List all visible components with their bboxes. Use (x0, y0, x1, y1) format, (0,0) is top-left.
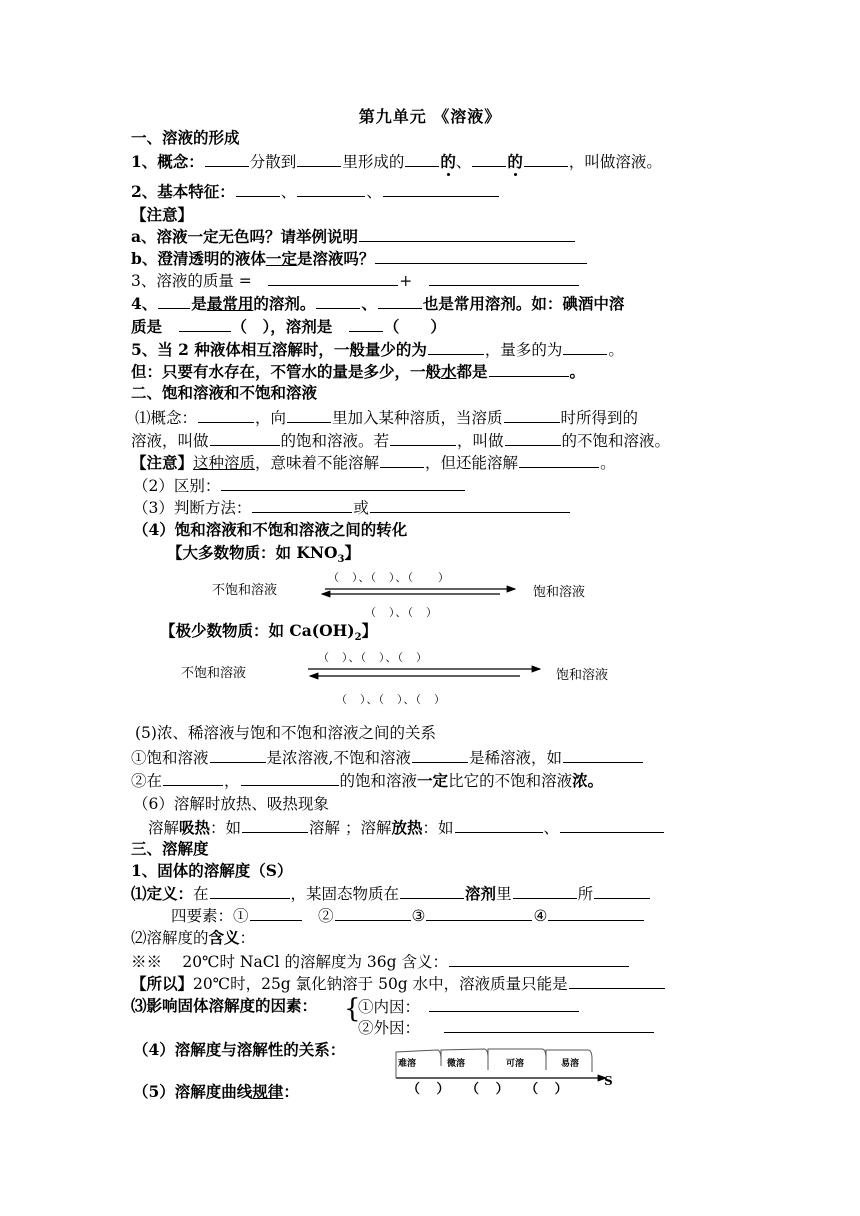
difference-line: （2）区别： (133, 475, 466, 496)
solvent-line-2: 质是 （ ），溶剂是 （ ） (131, 317, 446, 336)
factor-external: ②外因： (358, 1017, 655, 1038)
section-heading-2: 二、饱和溶液和不饱和溶液 (131, 383, 318, 402)
page-title: 第九单元 《溶液》 (358, 107, 502, 126)
box-soluble: 可溶 (506, 1059, 525, 1069)
diagram1-unsaturated: 不饱和溶液 (212, 583, 278, 598)
conversion-heading: （4）饱和溶液和不饱和溶液之间的转化 (133, 520, 408, 539)
mass-line: 3、溶液的质量 = + (131, 270, 580, 291)
question-b: b、澄清透明的液体一定是溶液吗？ (131, 248, 588, 269)
diagram2-top-blanks: （ ）、（ ）、（ ） (318, 651, 428, 664)
feature-line: 2、基本特征： 、 、 (131, 181, 500, 202)
concept-line: 1、概念： 分散到 里形成的 的、 的 ，叫做溶液。 (131, 152, 662, 171)
solubility-relation-line: （4）溶解度与溶解性的关系： (133, 1040, 346, 1059)
diagram1-top-blanks: （ ）、（ ）、（ ） (328, 571, 450, 584)
concept2-line-1: ⑴概念： ，向 里加入某种溶质，当溶质 时所得到的 (135, 409, 639, 427)
factor-heading: ⑶影响固体溶解度的因素： (131, 996, 318, 1015)
solvent-line: 4、 是最常用的溶剂。 、 也是常用溶剂。如：碘酒中溶 (131, 294, 625, 313)
meaning-line: ⑵溶解度的含义： (131, 928, 256, 947)
concept2-line-2: 溶液，叫做 的饱和溶液。若 ，叫做 的不饱和溶液。 (131, 432, 671, 450)
diagram1-bottom-blanks: （ ）、（ ） (365, 606, 438, 619)
axis-s-label: S (604, 1074, 613, 1088)
solubility-subheading: 1、固体的溶解度（S） (131, 861, 293, 880)
note2-line: 【注意】这种溶质，意味着不能溶解 ，但还能溶解 。 (131, 453, 616, 472)
liquid-line: 5、当 2 种液体相互溶解时，一般量少的为 ，量多的为 。 (131, 340, 624, 359)
relation-line-1: ①饱和溶液 是浓溶液,不饱和溶液 是稀溶液，如 (131, 747, 644, 768)
definition-line: ⑴定义：在 ，某固态物质在 溶剂里 所 (131, 883, 651, 904)
diagram1-saturated: 饱和溶液 (533, 585, 586, 600)
water-line: 但：只要有水存在，不管水的量是多少，一般水都是 。 (131, 362, 586, 381)
section-heading-3: 三、溶解度 (131, 839, 209, 858)
relation-heading: (5)浓、稀溶液与饱和不饱和溶液之间的关系 (135, 724, 436, 742)
question-a: a、溶液一定无色吗？请举例说明 (131, 226, 576, 247)
heat-line: 溶解吸热：如 溶解 ；溶解放热：如 、 (148, 817, 665, 838)
diagram2-saturated: 饱和溶液 (556, 668, 609, 683)
heat-heading: （6）溶解时放热、吸热现象 (133, 795, 329, 813)
box-slightly-soluble: 微溶 (447, 1059, 466, 1069)
most-substances-label: 【大多数物质：如 $KNO_3$】 (167, 543, 361, 566)
box-insoluble: 难溶 (398, 1059, 417, 1069)
axis-blanks: （ ） （ ） （ ） (407, 1082, 574, 1097)
section-heading-1: 一、溶液的形成 (131, 128, 240, 147)
so-line: 【所以】20℃时，25g 氯化钠溶于 50g 水中，溶液质量只能是 (131, 973, 666, 994)
judge-line: （3）判断方法： 或 (133, 497, 571, 518)
factor-internal: ①内因： (358, 996, 580, 1017)
note-heading: 【注意】 (131, 205, 194, 224)
diagram2-unsaturated: 不饱和溶液 (181, 666, 247, 681)
box-very-soluble: 易溶 (561, 1059, 580, 1069)
factor-brace: { (344, 994, 361, 1024)
nacl-line: ※※ 20℃时 NaCl 的溶解度为 36g 含义： (131, 951, 630, 972)
few-substances-label: 【极少数物质：如 $Ca(OH)_2$】 (160, 621, 378, 644)
relation-line-2: ②在 ， 的饱和溶液一定比它的不饱和溶液浓。 (131, 771, 604, 790)
curve-rules-line: （5）溶解度曲线规律： (133, 1082, 299, 1101)
four-elements-line: 四要素：① ② ③ ④ (171, 905, 645, 926)
diagram2-bottom-blanks: （ ）、（ ）、（ ） (336, 693, 446, 706)
